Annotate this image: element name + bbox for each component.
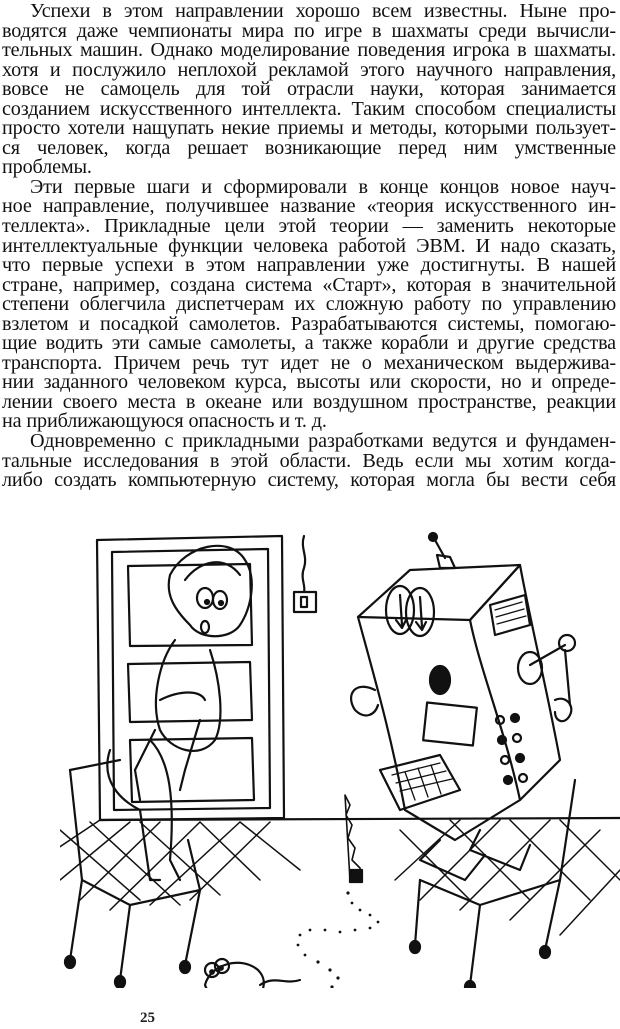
text-line: Успехи в этом направлении хорошо всем известны. Ныне про- (30, 0, 616, 22)
text-line: нии заданного человеком курса, высоты или скорости, но и опреде- (2, 371, 616, 394)
text-line: тельных машин. Однако моделирование поведения игрока в шахматы. (2, 39, 616, 62)
text-line: хотя и послужило неплохой рекламой этого научного направления, (2, 58, 616, 81)
text-line: транспорта. Причем речь тут идет не о механическом выдержива- (2, 351, 616, 374)
chair-right-drawing (410, 780, 575, 988)
text-line: лении своего места в океане или воздушном пространстве, реакции (2, 390, 616, 413)
text-line: щие водить эти самые самолеты, а также корабли и другие средства (2, 332, 616, 355)
text-line: проблемы. (2, 156, 92, 179)
page-number: 25 (140, 1010, 155, 1026)
text-line: водятся даже чемпионаты мира по игре в шахматы среди вычисли- (2, 19, 616, 42)
door-drawing (97, 536, 284, 820)
text-line: интеллектуальные функции человека работой ЭВМ. И надо сказать, (2, 234, 616, 257)
cartoon-illustration (60, 518, 620, 988)
text-line: либо создать компьютерную систему, которая могла бы вести себя (2, 469, 616, 492)
light-switch-drawing (294, 536, 316, 612)
text-line: просто хотели нащупать некие приемы и методы, которыми пользует- (2, 117, 616, 140)
text-line: тальные исследования в этой области. Ведь если мы хотим когда- (2, 449, 616, 472)
text-line: на приближающуюся опасность и т. д. (2, 410, 327, 433)
wall-crack-drawing (345, 795, 362, 882)
text-line: Одновременно с прикладными разработками ведутся и фундамен- (30, 430, 616, 453)
text-line: ное направление, получившее название «теория искусственного ин- (2, 195, 616, 218)
text-line: созданием искусственного интеллекта. Таким способом специалисты (2, 97, 616, 120)
text-line: взлетом и посадкой самолетов. Разрабатываются системы, помогаю- (2, 312, 616, 335)
text-line: Эти первые шаги и сформировали в конце концов новое науч- (30, 175, 616, 198)
mouse-drawing (193, 959, 300, 988)
text-line: ся человек, когда решает возникающие перед ним умственные (2, 136, 616, 159)
text-line: вовсе не самоцель для той отрасли науки, которая занимается (2, 78, 616, 101)
mouse-trail (288, 891, 379, 988)
text-line: что первые успехи в этом направлении уже достигнуты. В нашей (2, 254, 616, 277)
body-text (2, 2, 616, 491)
floor-tiles-left (60, 820, 300, 910)
text-line: теллекта». Прикладные цели этой теории — заменить некоторые (2, 215, 616, 238)
text-line: стране, например, создана система «Старт», которая в значительной (2, 273, 616, 296)
text-line: степени облегчила диспетчерам их сложную работу по управлению (2, 293, 616, 316)
floor-tiles-right (395, 820, 620, 935)
